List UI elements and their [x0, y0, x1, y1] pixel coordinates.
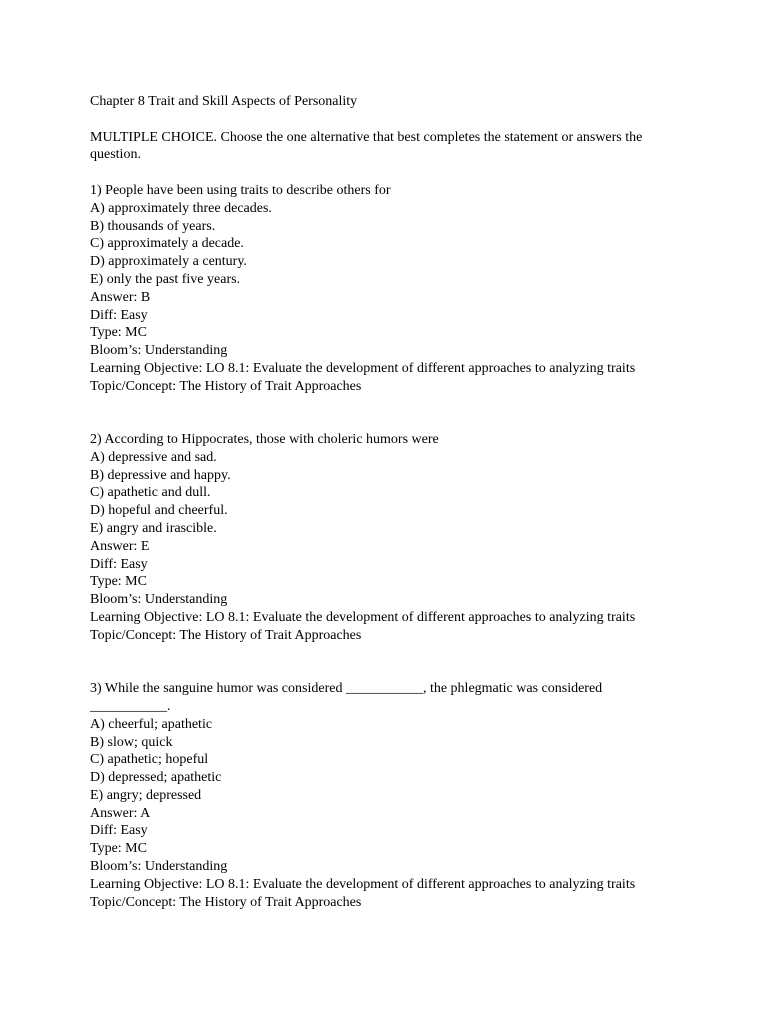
topic-line: Topic/Concept: The History of Trait Approaches — [90, 627, 362, 643]
option-c: C) apathetic; hopeful — [90, 752, 209, 768]
answer-line: Answer: A — [90, 805, 151, 821]
learning-objective-line: Learning Objective: LO 8.1: Evaluate the development of different approaches to analyzing traits — [90, 360, 636, 376]
option-a: A) cheerful; apathetic — [90, 716, 213, 732]
type-line: Type: MC — [90, 574, 147, 590]
option-d: D) hopeful and cheerful. — [90, 503, 228, 519]
option-c: C) approximately a decade. — [90, 236, 244, 252]
answer-line: Answer: B — [90, 289, 151, 305]
option-b: B) thousands of years. — [90, 218, 216, 234]
option-d: D) approximately a century. — [90, 254, 247, 270]
spacer — [90, 164, 690, 182]
option-d: D) depressed; apathetic — [90, 770, 222, 786]
bloom-line: Bloom’s: Understanding — [90, 343, 228, 359]
learning-objective-line: Learning Objective: LO 8.1: Evaluate the development of different approaches to analyzing traits — [90, 876, 636, 892]
question-stem: 3) While the sanguine humor was considered ___________, the phlegmatic was considered — [90, 681, 603, 697]
question-2 — [90, 431, 690, 645]
topic-line: Topic/Concept: The History of Trait Approaches — [90, 894, 362, 910]
section-instructions: MULTIPLE CHOICE. Choose the one alternative that best completes the statement or answers the question. — [90, 129, 643, 163]
answer-line: Answer: E — [90, 538, 150, 554]
question-stem-continuation: ___________. — [90, 698, 171, 714]
difficulty-line: Diff: Easy — [90, 823, 148, 839]
question-1 — [90, 182, 690, 396]
option-e: E) only the past five years. — [90, 271, 241, 287]
learning-objective-line: Learning Objective: LO 8.1: Evaluate the development of different approaches to analyzing traits — [90, 610, 636, 626]
difficulty-line: Diff: Easy — [90, 556, 148, 572]
spacer — [90, 396, 690, 432]
option-e: E) angry; depressed — [90, 787, 202, 803]
document-content — [90, 93, 690, 911]
option-a: A) depressive and sad. — [90, 449, 217, 465]
spacer — [90, 111, 690, 129]
question-stem: 2) According to Hippocrates, those with choleric humors were — [90, 432, 439, 448]
option-a: A) approximately three decades. — [90, 200, 272, 216]
question-stem: 1) People have been using traits to describe others for — [90, 182, 391, 198]
spacer — [90, 645, 690, 681]
bloom-line: Bloom’s: Understanding — [90, 859, 228, 875]
type-line: Type: MC — [90, 841, 147, 857]
question-3 — [90, 680, 690, 911]
option-c: C) apathetic and dull. — [90, 485, 211, 501]
chapter-title: Chapter 8 Trait and Skill Aspects of Personality — [90, 94, 358, 109]
topic-line: Topic/Concept: The History of Trait Approaches — [90, 378, 362, 394]
option-b: B) depressive and happy. — [90, 467, 231, 483]
bloom-line: Bloom’s: Understanding — [90, 592, 228, 608]
option-e: E) angry and irascible. — [90, 521, 217, 537]
option-b: B) slow; quick — [90, 734, 173, 750]
type-line: Type: MC — [90, 325, 147, 341]
difficulty-line: Diff: Easy — [90, 307, 148, 323]
